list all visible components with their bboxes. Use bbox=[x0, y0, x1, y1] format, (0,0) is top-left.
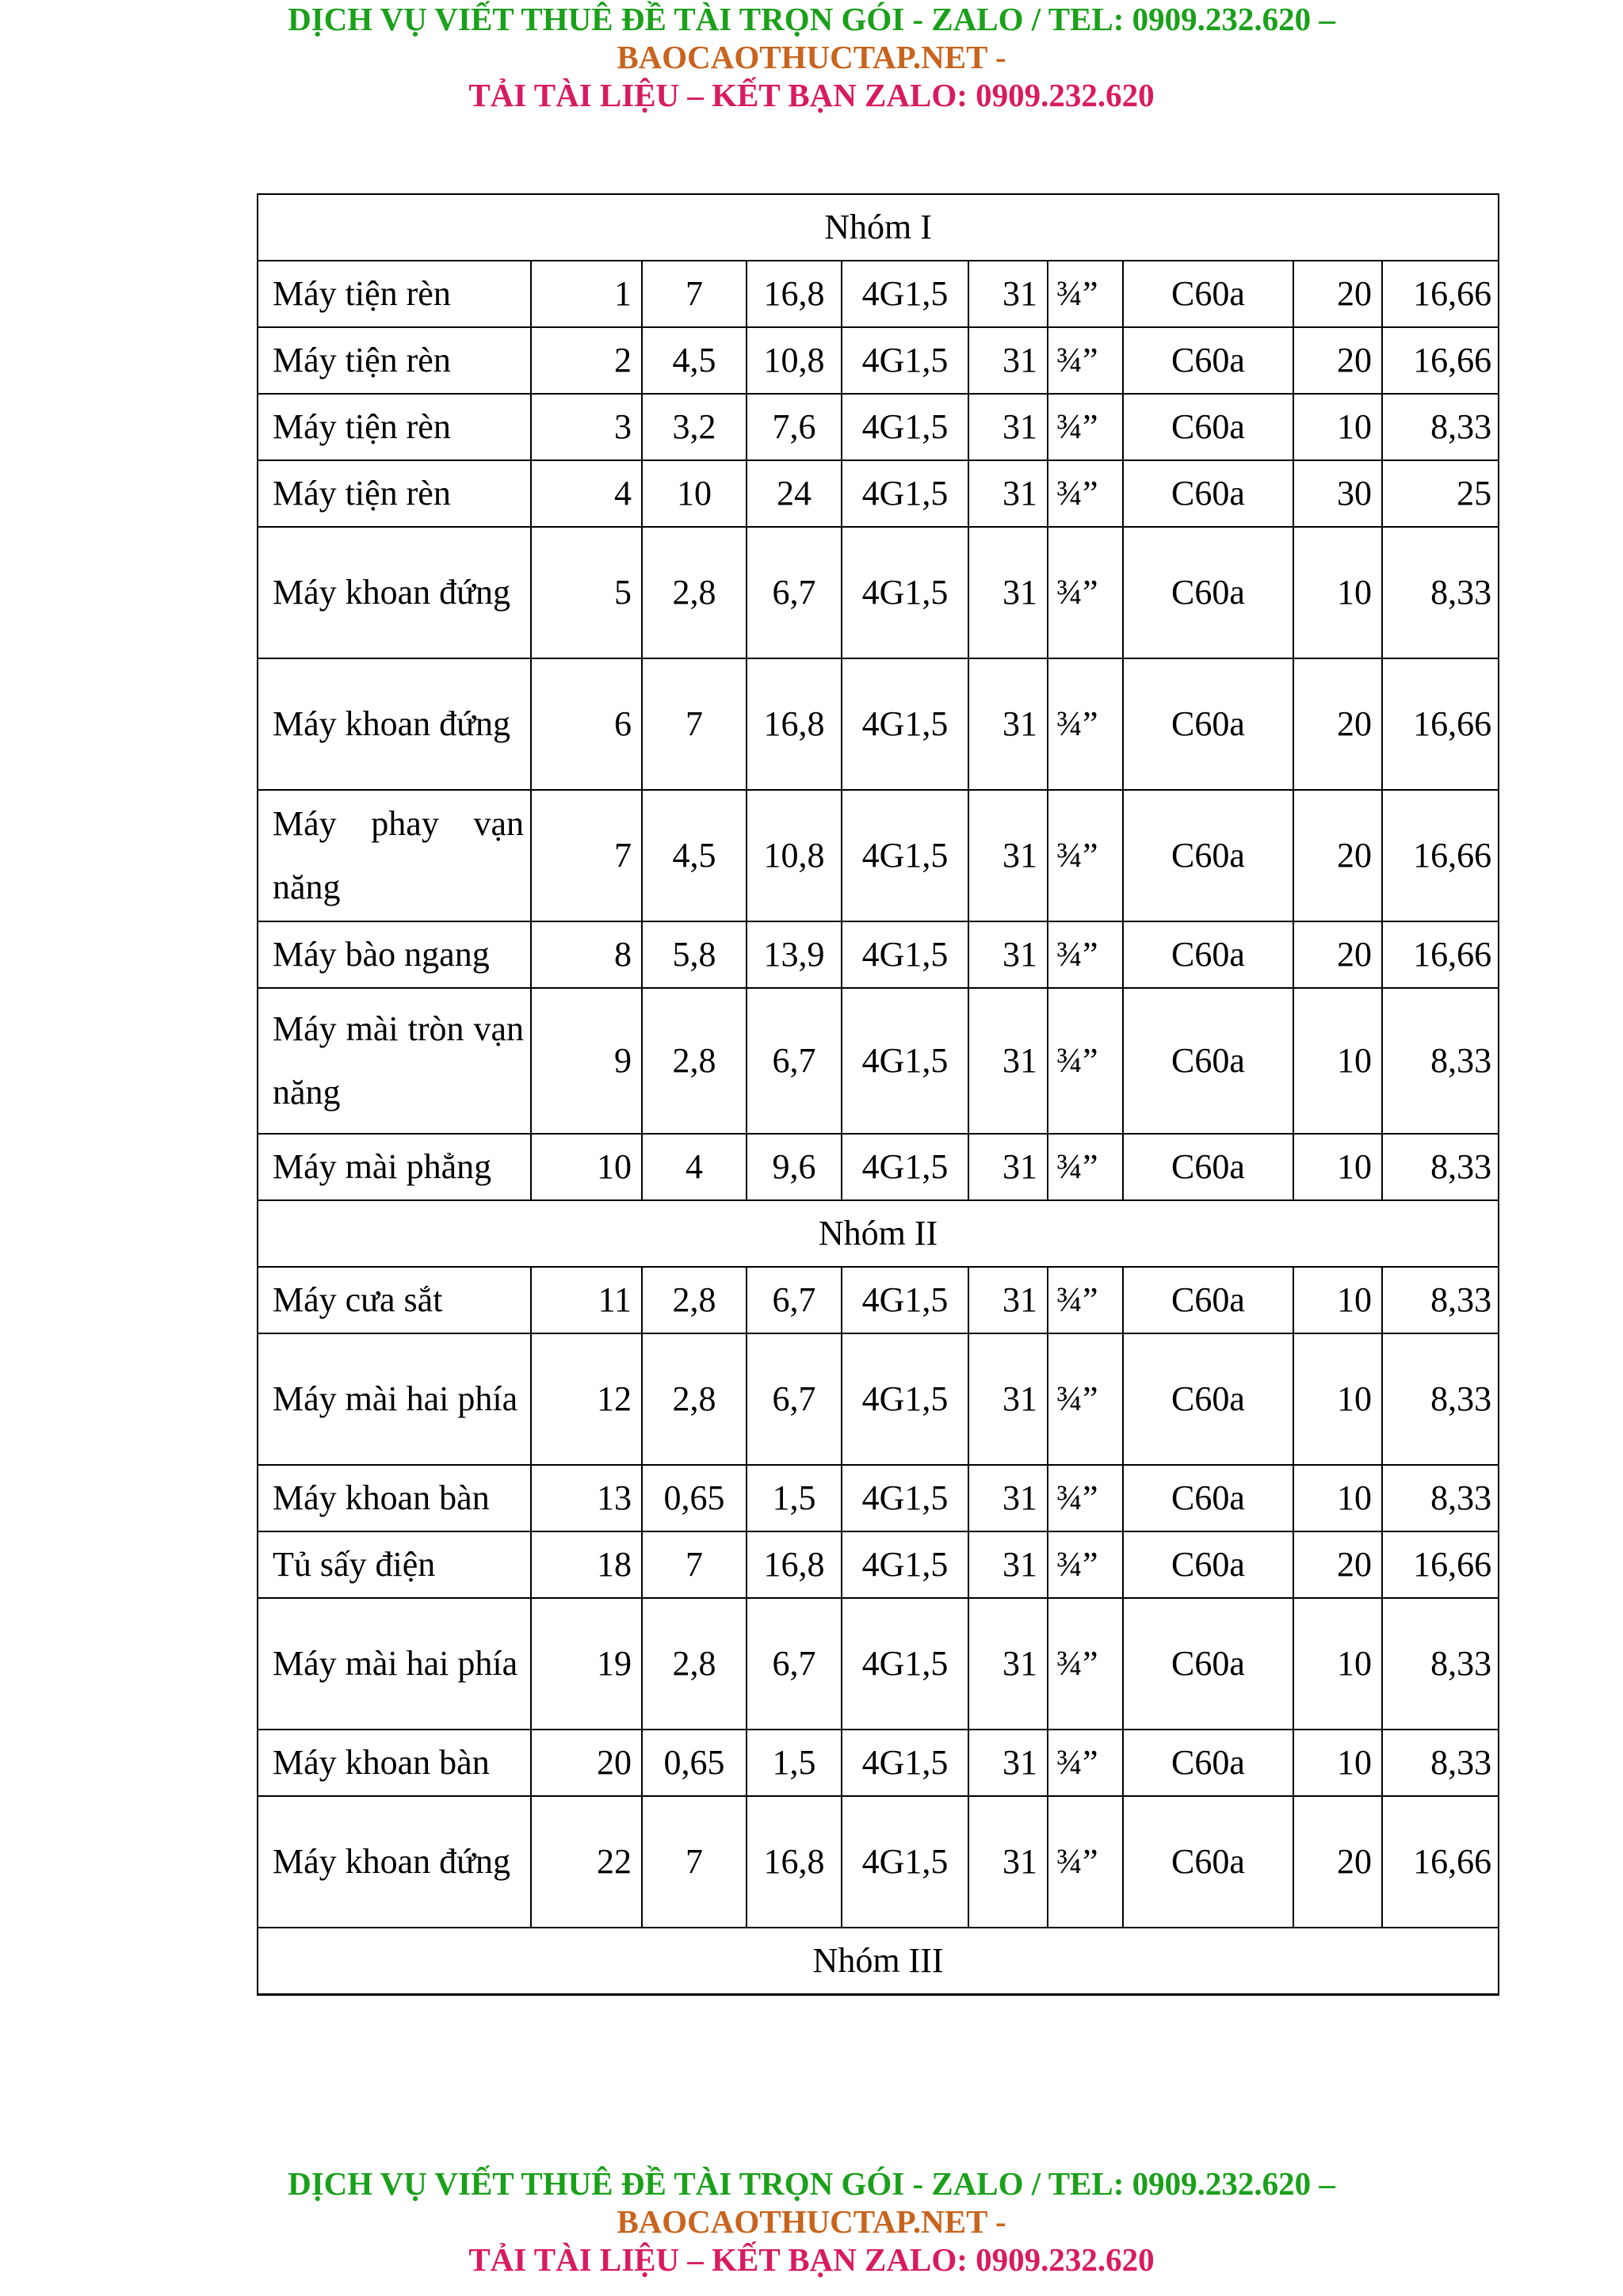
cell-diameter: 31 bbox=[968, 1730, 1048, 1796]
cell-rating: 10 bbox=[1293, 1730, 1382, 1796]
cell-cable: 4G1,5 bbox=[842, 921, 968, 988]
footer-line-1: DỊCH VỤ VIẾT THUÊ ĐỀ TÀI TRỌN GÓI - ZALO / TEL: 0909.232.620 – bbox=[288, 2165, 1335, 2202]
cell-power: 4,5 bbox=[642, 327, 747, 394]
cell-cable: 4G1,5 bbox=[842, 790, 968, 921]
table-row bbox=[258, 921, 1499, 988]
cell-value: 8,33 bbox=[1382, 1598, 1499, 1730]
table-row bbox=[258, 1465, 1499, 1531]
page-header bbox=[0, 0, 1623, 114]
cell-diameter: 31 bbox=[968, 658, 1048, 790]
cell-no: 22 bbox=[531, 1796, 642, 1928]
cell-value: 16,66 bbox=[1382, 1796, 1499, 1928]
cell-value: 16,66 bbox=[1382, 327, 1499, 394]
cell-cable: 4G1,5 bbox=[842, 261, 968, 327]
table-row bbox=[258, 261, 1499, 327]
cell-current: 16,8 bbox=[747, 261, 842, 327]
cell-power: 0,65 bbox=[642, 1465, 747, 1531]
cell-no: 12 bbox=[531, 1333, 642, 1465]
cell-name: Máy tiện rèn bbox=[258, 460, 531, 527]
cell-breaker: C60a bbox=[1123, 394, 1293, 460]
cell-value: 8,33 bbox=[1382, 527, 1499, 658]
cell-diameter: 31 bbox=[968, 790, 1048, 921]
group-title: Nhóm III bbox=[258, 1928, 1499, 1995]
cell-power: 5,8 bbox=[642, 921, 747, 988]
cell-rating: 10 bbox=[1293, 394, 1382, 460]
cell-power: 7 bbox=[642, 658, 747, 790]
cell-value: 8,33 bbox=[1382, 1134, 1499, 1200]
table-row bbox=[258, 1598, 1499, 1730]
cell-diameter: 31 bbox=[968, 394, 1048, 460]
cell-rating: 10 bbox=[1293, 1598, 1382, 1730]
cell-current: 9,6 bbox=[747, 1134, 842, 1200]
cell-no: 10 bbox=[531, 1134, 642, 1200]
cell-diameter: 31 bbox=[968, 1465, 1048, 1531]
table-row bbox=[258, 1730, 1499, 1796]
cell-rating: 20 bbox=[1293, 790, 1382, 921]
cell-cable: 4G1,5 bbox=[842, 988, 968, 1134]
group-header-row bbox=[258, 1200, 1499, 1267]
cell-current: 7,6 bbox=[747, 394, 842, 460]
cell-diameter: 31 bbox=[968, 988, 1048, 1134]
cell-current: 6,7 bbox=[747, 527, 842, 658]
cell-diameter: 31 bbox=[968, 1333, 1048, 1465]
cell-rating: 20 bbox=[1293, 921, 1382, 988]
cell-no: 1 bbox=[531, 261, 642, 327]
cell-current: 6,7 bbox=[747, 1333, 842, 1465]
cell-cable: 4G1,5 bbox=[842, 527, 968, 658]
cell-current: 1,5 bbox=[747, 1465, 842, 1531]
cell-cable: 4G1,5 bbox=[842, 460, 968, 527]
cell-diameter: 31 bbox=[968, 1267, 1048, 1333]
cell-diameter: 31 bbox=[968, 460, 1048, 527]
cell-cable: 4G1,5 bbox=[842, 658, 968, 790]
cell-rating: 20 bbox=[1293, 1531, 1382, 1598]
table-row bbox=[258, 1531, 1499, 1598]
cell-cable: 4G1,5 bbox=[842, 1134, 968, 1200]
cell-power: 2,8 bbox=[642, 1267, 747, 1333]
cell-name: Máy khoan đứng bbox=[258, 527, 531, 658]
cell-current: 10,8 bbox=[747, 327, 842, 394]
group-title: Nhóm II bbox=[258, 1200, 1499, 1267]
table-row bbox=[258, 658, 1499, 790]
cell-value: 8,33 bbox=[1382, 394, 1499, 460]
cell-breaker: C60a bbox=[1123, 261, 1293, 327]
group-title: Nhóm I bbox=[258, 194, 1499, 261]
cell-power: 2,8 bbox=[642, 1598, 747, 1730]
cell-power: 4,5 bbox=[642, 790, 747, 921]
cell-diameter: 31 bbox=[968, 1796, 1048, 1928]
table-row bbox=[258, 460, 1499, 527]
cell-breaker: C60a bbox=[1123, 1730, 1293, 1796]
cell-breaker: C60a bbox=[1123, 988, 1293, 1134]
table-row bbox=[258, 1333, 1499, 1465]
cell-no: 5 bbox=[531, 527, 642, 658]
cell-name: Máy khoan đứng bbox=[258, 1796, 531, 1928]
cell-rating: 20 bbox=[1293, 658, 1382, 790]
cell-thread: ¾” bbox=[1048, 790, 1123, 921]
cell-cable: 4G1,5 bbox=[842, 1267, 968, 1333]
cell-breaker: C60a bbox=[1123, 1465, 1293, 1531]
cell-cable: 4G1,5 bbox=[842, 327, 968, 394]
cell-thread: ¾” bbox=[1048, 261, 1123, 327]
cell-breaker: C60a bbox=[1123, 790, 1293, 921]
cell-cable: 4G1,5 bbox=[842, 394, 968, 460]
cell-value: 16,66 bbox=[1382, 790, 1499, 921]
table-row bbox=[258, 527, 1499, 658]
cell-breaker: C60a bbox=[1123, 1267, 1293, 1333]
cell-thread: ¾” bbox=[1048, 1730, 1123, 1796]
cell-diameter: 31 bbox=[968, 921, 1048, 988]
cell-value: 16,66 bbox=[1382, 921, 1499, 988]
cell-no: 8 bbox=[531, 921, 642, 988]
cell-value: 16,66 bbox=[1382, 261, 1499, 327]
cell-thread: ¾” bbox=[1048, 1267, 1123, 1333]
cell-thread: ¾” bbox=[1048, 1134, 1123, 1200]
cell-diameter: 31 bbox=[968, 1531, 1048, 1598]
cell-no: 13 bbox=[531, 1465, 642, 1531]
cell-breaker: C60a bbox=[1123, 1598, 1293, 1730]
cell-thread: ¾” bbox=[1048, 988, 1123, 1134]
cell-value: 8,33 bbox=[1382, 1267, 1499, 1333]
cell-current: 16,8 bbox=[747, 1796, 842, 1928]
cell-thread: ¾” bbox=[1048, 394, 1123, 460]
cell-breaker: C60a bbox=[1123, 527, 1293, 658]
cell-thread: ¾” bbox=[1048, 1531, 1123, 1598]
cell-power: 7 bbox=[642, 1531, 747, 1598]
cell-current: 6,7 bbox=[747, 1267, 842, 1333]
cell-cable: 4G1,5 bbox=[842, 1465, 968, 1531]
cell-current: 13,9 bbox=[747, 921, 842, 988]
table-row bbox=[258, 394, 1499, 460]
cell-diameter: 31 bbox=[968, 261, 1048, 327]
cell-cable: 4G1,5 bbox=[842, 1796, 968, 1928]
cell-no: 7 bbox=[531, 790, 642, 921]
header-line-3: TẢI TÀI LIỆU – KẾT BẠN ZALO: 0909.232.620 bbox=[468, 77, 1155, 113]
cell-no: 4 bbox=[531, 460, 642, 527]
equipment-table bbox=[257, 193, 1499, 1996]
cell-rating: 20 bbox=[1293, 261, 1382, 327]
cell-no: 20 bbox=[531, 1730, 642, 1796]
cell-value: 16,66 bbox=[1382, 658, 1499, 790]
cell-value: 8,33 bbox=[1382, 1465, 1499, 1531]
cell-cable: 4G1,5 bbox=[842, 1730, 968, 1796]
cell-rating: 20 bbox=[1293, 1796, 1382, 1928]
cell-thread: ¾” bbox=[1048, 327, 1123, 394]
cell-cable: 4G1,5 bbox=[842, 1333, 968, 1465]
cell-no: 9 bbox=[531, 988, 642, 1134]
footer-line-3: TẢI TÀI LIỆU – KẾT BẠN ZALO: 0909.232.620 bbox=[468, 2241, 1155, 2278]
cell-name: Máy bào ngang bbox=[258, 921, 531, 988]
table-row bbox=[258, 988, 1499, 1134]
cell-current: 6,7 bbox=[747, 1598, 842, 1730]
cell-no: 18 bbox=[531, 1531, 642, 1598]
cell-name: Máy phay vạn năng bbox=[258, 790, 531, 921]
cell-power: 2,8 bbox=[642, 527, 747, 658]
cell-breaker: C60a bbox=[1123, 327, 1293, 394]
cell-power: 3,2 bbox=[642, 394, 747, 460]
cell-thread: ¾” bbox=[1048, 1333, 1123, 1465]
cell-thread: ¾” bbox=[1048, 1465, 1123, 1531]
cell-thread: ¾” bbox=[1048, 658, 1123, 790]
cell-name: Máy mài hai phía bbox=[258, 1598, 531, 1730]
cell-thread: ¾” bbox=[1048, 921, 1123, 988]
cell-power: 7 bbox=[642, 261, 747, 327]
cell-breaker: C60a bbox=[1123, 1333, 1293, 1465]
cell-rating: 10 bbox=[1293, 1465, 1382, 1531]
cell-rating: 30 bbox=[1293, 460, 1382, 527]
footer-line-2: BAOCAOTHUCTAP.NET - bbox=[617, 2203, 1006, 2240]
cell-rating: 10 bbox=[1293, 988, 1382, 1134]
cell-name: Máy cưa sắt bbox=[258, 1267, 531, 1333]
cell-rating: 10 bbox=[1293, 527, 1382, 658]
cell-current: 24 bbox=[747, 460, 842, 527]
cell-thread: ¾” bbox=[1048, 1796, 1123, 1928]
cell-thread: ¾” bbox=[1048, 1598, 1123, 1730]
cell-no: 11 bbox=[531, 1267, 642, 1333]
cell-name: Máy khoan bàn bbox=[258, 1730, 531, 1796]
cell-no: 3 bbox=[531, 394, 642, 460]
cell-thread: ¾” bbox=[1048, 527, 1123, 658]
cell-name: Máy tiện rèn bbox=[258, 261, 531, 327]
cell-name: Tủ sấy điện bbox=[258, 1531, 531, 1598]
equipment-table-body bbox=[258, 194, 1499, 1995]
cell-rating: 10 bbox=[1293, 1333, 1382, 1465]
cell-rating: 20 bbox=[1293, 327, 1382, 394]
page-footer bbox=[0, 2164, 1623, 2279]
cell-value: 8,33 bbox=[1382, 1730, 1499, 1796]
table-row bbox=[258, 1796, 1499, 1928]
cell-value: 25 bbox=[1382, 460, 1499, 527]
header-line-1: DỊCH VỤ VIẾT THUÊ ĐỀ TÀI TRỌN GÓI - ZALO / TEL: 0909.232.620 – bbox=[288, 1, 1335, 37]
cell-name: Máy mài tròn vạn năng bbox=[258, 988, 531, 1134]
cell-diameter: 31 bbox=[968, 527, 1048, 658]
cell-name: Máy khoan đứng bbox=[258, 658, 531, 790]
cell-power: 7 bbox=[642, 1796, 747, 1928]
cell-cable: 4G1,5 bbox=[842, 1531, 968, 1598]
cell-current: 16,8 bbox=[747, 1531, 842, 1598]
header-line-2: BAOCAOTHUCTAP.NET - bbox=[617, 39, 1006, 75]
cell-power: 2,8 bbox=[642, 988, 747, 1134]
cell-no: 6 bbox=[531, 658, 642, 790]
table-row bbox=[258, 1267, 1499, 1333]
cell-value: 8,33 bbox=[1382, 988, 1499, 1134]
table-row bbox=[258, 327, 1499, 394]
cell-cable: 4G1,5 bbox=[842, 1598, 968, 1730]
cell-name: Máy mài hai phía bbox=[258, 1333, 531, 1465]
cell-breaker: C60a bbox=[1123, 1531, 1293, 1598]
cell-current: 16,8 bbox=[747, 658, 842, 790]
cell-rating: 10 bbox=[1293, 1267, 1382, 1333]
cell-breaker: C60a bbox=[1123, 460, 1293, 527]
cell-current: 10,8 bbox=[747, 790, 842, 921]
cell-value: 16,66 bbox=[1382, 1531, 1499, 1598]
cell-current: 1,5 bbox=[747, 1730, 842, 1796]
cell-no: 19 bbox=[531, 1598, 642, 1730]
cell-name: Máy mài phẳng bbox=[258, 1134, 531, 1200]
cell-breaker: C60a bbox=[1123, 1796, 1293, 1928]
cell-diameter: 31 bbox=[968, 327, 1048, 394]
cell-name: Máy tiện rèn bbox=[258, 327, 531, 394]
cell-power: 4 bbox=[642, 1134, 747, 1200]
cell-rating: 10 bbox=[1293, 1134, 1382, 1200]
cell-power: 0,65 bbox=[642, 1730, 747, 1796]
cell-breaker: C60a bbox=[1123, 658, 1293, 790]
table-row bbox=[258, 790, 1499, 921]
equipment-table-container bbox=[257, 193, 1498, 1996]
cell-value: 8,33 bbox=[1382, 1333, 1499, 1465]
cell-thread: ¾” bbox=[1048, 460, 1123, 527]
cell-diameter: 31 bbox=[968, 1134, 1048, 1200]
cell-name: Máy tiện rèn bbox=[258, 394, 531, 460]
cell-diameter: 31 bbox=[968, 1598, 1048, 1730]
cell-no: 2 bbox=[531, 327, 642, 394]
table-row bbox=[258, 1134, 1499, 1200]
cell-name: Máy khoan bàn bbox=[258, 1465, 531, 1531]
cell-current: 6,7 bbox=[747, 988, 842, 1134]
group-header-row bbox=[258, 194, 1499, 261]
cell-breaker: C60a bbox=[1123, 1134, 1293, 1200]
group-header-row bbox=[258, 1928, 1499, 1995]
cell-power: 10 bbox=[642, 460, 747, 527]
cell-breaker: C60a bbox=[1123, 921, 1293, 988]
cell-power: 2,8 bbox=[642, 1333, 747, 1465]
